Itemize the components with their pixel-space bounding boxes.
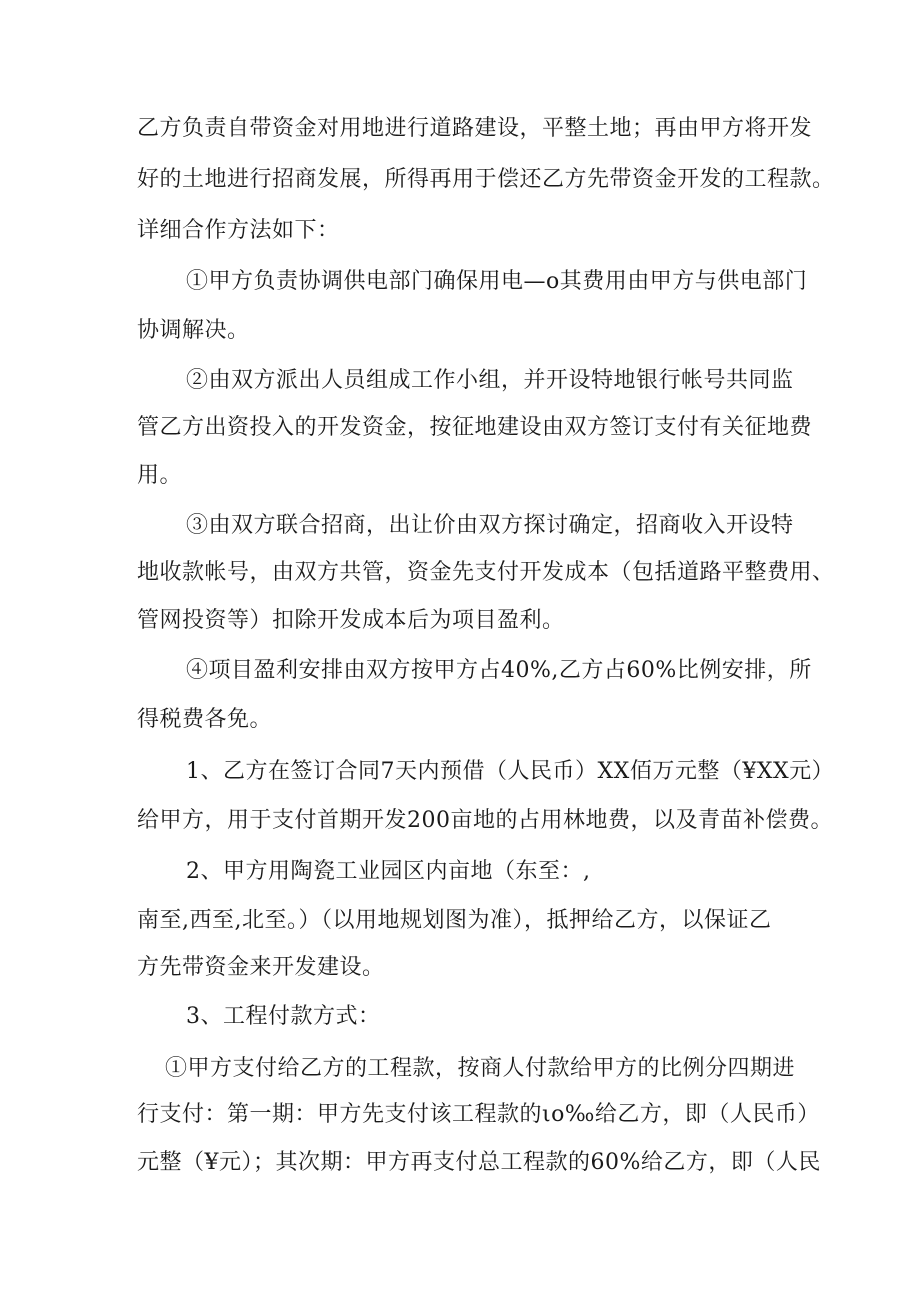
text-line: ④项目盈利安排由双方按甲方占40%,乙方占60%比例安排，所 <box>186 658 812 683</box>
text-line: 协调解决。 <box>137 318 250 343</box>
text-line: 3、工程付款方式： <box>186 1004 381 1029</box>
text-line: 南至,西至,北至。）（以用地规划图为准），抵押给乙方，以保证乙 <box>137 908 772 933</box>
text-line: ①甲方支付给乙方的工程款，按商人付款给甲方的比例分四期进 <box>165 1056 796 1081</box>
text-line: 2、甲方用陶瓷工业园区内亩地（东至：, <box>186 859 591 884</box>
text-line: ③由双方联合招商，出让价由双方探讨确定，招商收入开设特 <box>186 513 794 538</box>
text-line: 管乙方出资投入的开发资金，按征地建设由双方签订支付有关征地费 <box>137 415 813 440</box>
text-line: ①甲方负责协调供电部门确保用电—o其费用由甲方与供电部门 <box>186 269 808 294</box>
text-line: 得税费各免。 <box>137 707 273 732</box>
text-line: 乙方负责自带资金对用地进行道路建设，平整土地；再由甲方将开发 <box>137 116 813 141</box>
text-line: 元整（¥元）；其次期：甲方再支付总工程款的60%给乙方，即（人民 <box>137 1150 821 1175</box>
text-line: 好的土地进行招商发展，所得再用于偿还乙方先带资金开发的工程款。 <box>137 167 835 192</box>
text-line: 给甲方，用于支付首期开发200亩地的占用林地费，以及青苗补偿费。 <box>137 808 833 833</box>
text-line: 方先带资金来开发建设。 <box>137 955 385 980</box>
text-line: 地收款帐号，由双方共管，资金先支付开发成本（包括道路平整费用、 <box>137 560 835 585</box>
text-line: ②由双方派出人员组成工作小组，并开设特地银行帐号共同监 <box>186 368 794 393</box>
text-line: 1、乙方在签订合同7天内预借（人民币）XX佰万元整（¥XX元） <box>186 759 835 784</box>
text-line: 管网投资等）扣除开发成本后为项目盈利。 <box>137 608 565 633</box>
text-line: 详细合作方法如下： <box>137 218 340 243</box>
text-line: 行支付：第一期：甲方先支付该工程款的ιo‰给乙方，即（人民币） <box>137 1102 820 1127</box>
text-line: 用。 <box>137 463 183 488</box>
